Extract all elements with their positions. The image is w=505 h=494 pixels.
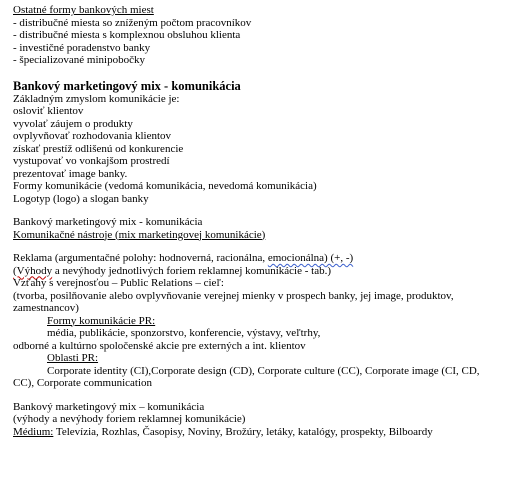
text-line: Bankový marketingový mix - komunikácia xyxy=(13,216,203,228)
text-line: CC), Corporate communication xyxy=(13,377,152,389)
text-line: Logotyp (logo) a slogan banky xyxy=(13,192,149,205)
text-line: prezentovať image banky. xyxy=(13,167,128,180)
section-heading-communication: Bankový marketingový mix - komunikácia xyxy=(13,78,241,93)
subtitle-pr-forms: Formy komunikácie PR: xyxy=(47,314,156,327)
list-item: - distribučné miesta so zníženým počtom pracovníkov xyxy=(13,16,252,29)
medium-label: Médium: xyxy=(13,425,54,438)
medium-line xyxy=(13,426,501,439)
list-item: - distribučné miesta s komplexnou obsluhou klienta xyxy=(13,29,241,41)
text-line: Bankový marketingový mix – komunikácia xyxy=(13,400,205,413)
vyhody-line xyxy=(13,265,501,278)
text-fragment: Televízia, Rozhlas, Časopisy, Noviny, Brožúry, letáky, katalógy, prospekty, Bilboardy xyxy=(53,425,433,438)
list-item: - investičné poradenstvo banky xyxy=(13,41,151,54)
text-line: osloviť klientov xyxy=(13,105,84,117)
text-line: získať prestíž odlišenú od konkurencie xyxy=(13,142,184,155)
text-line: Základným zmyslom komunikácie je: xyxy=(13,92,180,105)
text-line: (výhody a nevýhody foriem reklamnej komunikácie) xyxy=(13,413,246,425)
document-page xyxy=(13,4,501,438)
section-title-other-forms: Ostatné formy bankových miest xyxy=(13,4,154,16)
list-item: - špecializované minipobočky xyxy=(13,54,145,66)
text-line: ovplyvňovať rozhodovania klientov xyxy=(13,130,172,142)
text-line: média, publikácie, sponzorstvo, konferencie, výstavy, veľtrhy, xyxy=(47,327,321,339)
text-line: odborné a kultúrno spoločenské akcie pre externých a int. klientov xyxy=(13,339,306,352)
text-fragment-marked: (Výhody xyxy=(13,264,53,277)
text-fragment-marked: emocionálna) (+, -) xyxy=(267,252,354,264)
text-line: vystupovať vo vonkajšom prostredí xyxy=(13,155,170,167)
text-line: zamestnancov) xyxy=(13,302,79,314)
subtitle-communication-tools: Komunikačné nástroje (mix marketingovej komunikácie) xyxy=(13,228,266,241)
text-fragment: Reklama (argumentačné polohy: hodnoverná, racionálna, xyxy=(13,252,268,264)
reklama-line xyxy=(13,252,501,265)
subtitle-pr-areas: Oblasti PR: xyxy=(47,352,99,364)
text-line: Vzťahy s verejnosťou – Public Relations – cieľ: xyxy=(13,277,224,289)
text-line: (tvorba, posilňovanie alebo ovplyvňovanie verejnej mienky v prospech banky, jej image, produktov, xyxy=(13,289,454,302)
text-fragment: a nevýhody jednotlivých foriem reklamnej komunikácie - tab.) xyxy=(52,264,331,277)
text-line: vyvolať záujem o produkty xyxy=(13,117,133,130)
text-line: Corporate identity (CI),Corporate design (CD), Corporate culture (CC), Corporate image (CI, CD, xyxy=(47,364,480,377)
text-line: Formy komunikácie (vedomá komunikácia, nevedomá komunikácia) xyxy=(13,180,317,192)
